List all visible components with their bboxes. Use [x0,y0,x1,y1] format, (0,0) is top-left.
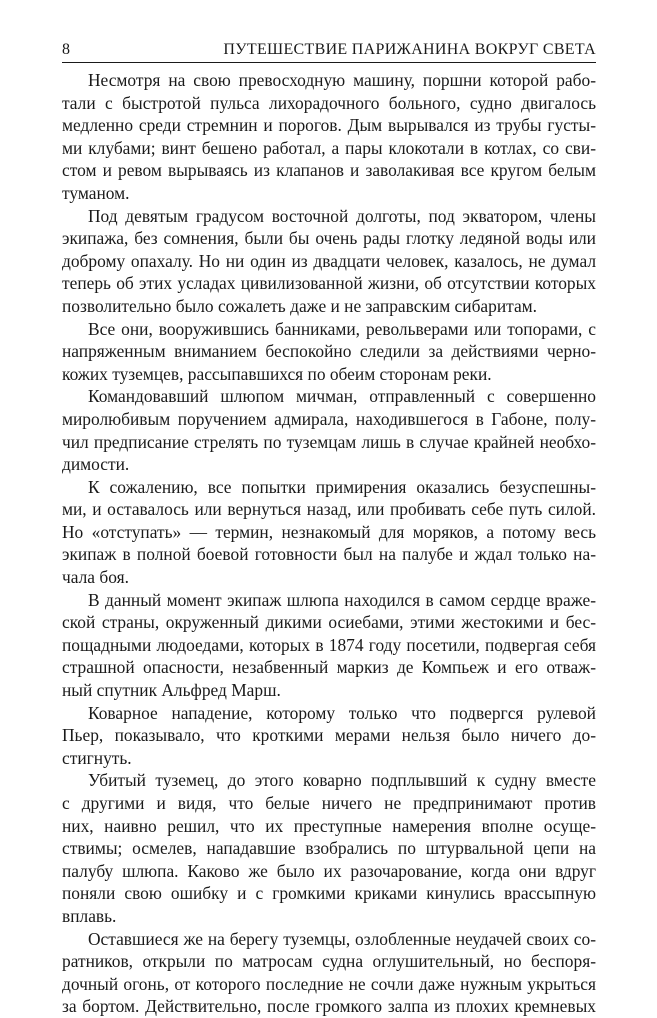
text-line: за бортом. Действительно, после громкого залпа из плохих кремневых [62,996,596,1017]
text-line: ратников, открыли по матросам судна оглушительный, но беспоря- [62,951,596,972]
text-line: Несмотря на свою превосходную машину, поршни которой рабо- [88,70,596,90]
paragraph [62,476,596,589]
text-line: Оставшиеся же на берегу туземцы, озлобленные неудачей своих со- [88,928,596,949]
text-line: дочный огонь, от которого последние не сочли даже нужным укрыться [62,973,596,994]
paragraph [62,69,596,205]
text-line: кожих туземцев, рассыпавшихся по обеим сторонам реки. [62,363,492,384]
text-line: чил предписание стрелять по туземцам лишь в случае крайней необхо- [62,431,596,452]
text-line: ный спутник Альфред Марш. [62,680,281,701]
text-line: страшной опасности, незабвенный маркиз де Компьеж и его отваж- [62,657,596,678]
paragraph [62,205,596,318]
text-line: ской страны, окруженный дикими осиебами, этими жестокими и бес- [62,612,596,633]
text-line: К сожалению, все попытки примирения оказались безуспешны- [88,476,596,497]
text-line: них, наивно решил, что их преступные намерения вполне осуще- [62,815,596,836]
text-line: медленно среди стремнин и порогов. Дым вырывался из трубы густы- [62,115,596,136]
text-line: стигнуть. [62,747,132,768]
text-line: теперь об этих усладах цивилизованной жизни, об отсутствии которых [62,273,596,294]
text-line: Убитый туземец, до этого коварно подплывший к судну вместе [88,770,596,791]
text-line: Командовавший шлюпом мичман, отправленный с совершенно [88,386,596,407]
paragraph [62,385,596,475]
paragraph [62,318,596,386]
text-line: доброму опахалу. Но ни один из двадцати человек, казалось, не думал [62,250,596,271]
text-line: экипаж в полной боевой готовности был на палубе и ждал только на- [62,544,596,565]
text-line: Но «отступать» — термин, незнакомый для моряков, а потому весь [62,521,596,542]
text-line: димости. [62,454,130,475]
paragraph [62,928,596,1018]
running-header [62,38,596,63]
text-line: ми, и оставалось или вернуться назад, или пробивать себе путь силой. [62,499,596,520]
text-line: палубу шлюпа. Каково же было их разочарование, когда они вдруг [62,860,596,881]
paragraph [62,769,596,927]
paragraph [62,589,596,702]
text-line: Все они, вооружившись банниками, револьверами или топорами, с [88,318,596,339]
text-line: В данный момент экипаж шлюпа находился в самом сердце враже- [88,589,596,610]
text-line: с другими и видя, что белые ничего не предпринимают против [62,793,596,813]
text-line: пощадными людоедами, которых в 1874 году посетили, подвергая себя [62,634,596,655]
text-line: позволительно было сожалеть даже и не заправским сибаритам. [62,295,538,316]
text-line: стом и ревом вырываясь из клапанов и заволакивая все кругом белым [62,160,596,181]
paragraph [62,702,596,770]
text-line: напряженным вниманием беспокойно следили за действиями черно- [62,341,596,362]
text-line: туманом. [62,182,130,203]
text-line: чала боя. [62,567,129,588]
text-line: Коварное нападение, которому только что подвергся рулевой [88,702,596,723]
text-line: поняли свою ошибку и с громкими криками кинулись врассыпную [62,883,596,904]
body-text [62,69,596,1018]
text-line: ми клубами; винт бешено работал, а пары клокотали в котлах, со сви- [62,137,596,158]
running-title: ПУТЕШЕСТВИЕ ПАРИЖАНИНА ВОКРУГ СВЕТА [223,41,596,58]
text-line: миролюбивым поручением адмирала, находившегося в Габоне, полу- [62,408,596,429]
text-line: экипажа, без сомнения, были бы очень рады глотку ледяной воды или [62,228,596,249]
page-number: 8 [62,41,70,58]
text-line: ствимы; осмелев, нападавшие взобрались по штурвальной цепи на [62,838,596,859]
text-line: Под девятым градусом восточной долготы, под экватором, члены [88,205,596,226]
text-line: Пьер, показывало, что кроткими мерами нельзя было ничего до- [62,725,596,746]
text-line: тали с быстротой пульса лихорадочного больного, судно двигалось [62,92,596,113]
text-line: вплавь. [62,905,117,926]
